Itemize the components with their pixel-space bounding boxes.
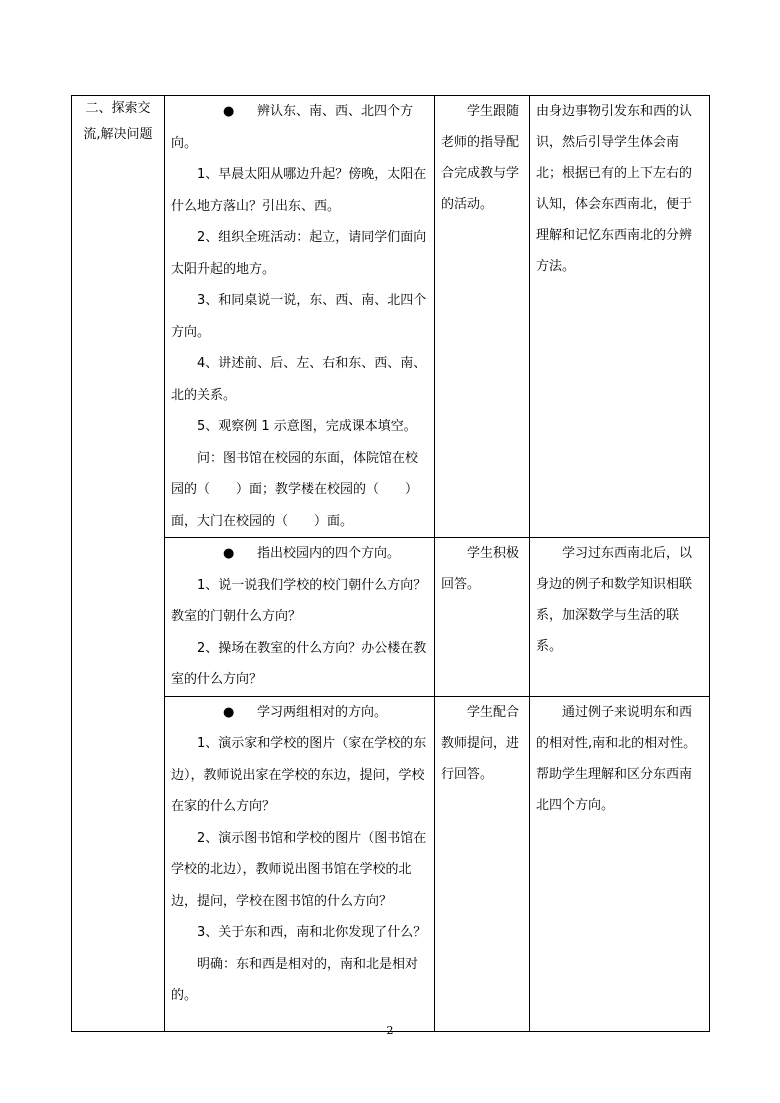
content-line: 1、早晨太阳从哪边升起？傍晚，太阳在什么地方落山？引出东、西。 [171,167,427,214]
stage-cell [72,96,165,1032]
table-row [72,538,710,697]
content-cell [165,696,435,1031]
content-line: 4、讲述前、后、左、右和东、西、南、北的关系。 [171,356,427,403]
content-line: 3、关于东和西，南和北你发现了什么？ [197,925,427,940]
content-cell [165,96,435,538]
section-heading: ● 指出校园内的四个方向。 [171,538,428,570]
content-line: 1、说一说我们学校的校门朝什么方向？教室的门朝什么方向？ [171,577,427,624]
stage-label: 二、探索交流,解决问题 [83,101,153,142]
lesson-plan-table [71,95,710,1032]
student-activity-text: 学生积极回答。 [441,546,520,592]
content-line: 2、操场在教室的什么方向？办公楼在教室的什么方向？ [171,640,427,687]
content-line: 5、观察例 1 示意图，完成课本填空。 [197,419,417,434]
student-activity-cell [435,96,530,538]
content-line: 3、和同桌说一说，东、西、南、北四个方向。 [171,293,427,340]
table-row [72,696,710,1031]
content-line: 问：图书馆在校园的东面，体院馆在校园的（ ）面；教学楼在校园的（ ）面，大门在校园的（ ）面。 [171,450,419,529]
student-activity-text: 学生配合教师提问，进行回答。 [441,704,520,782]
design-intent-text: 学习过东西南北后，以身边的例子和数学知识相联系，加深数学与生活的联系。 [536,546,693,654]
bullet-icon: ● [223,704,235,720]
design-intent-text: 由身边事物引发东和西的认识，然后引导学生体会南北；根据已有的上下左右的认知，体会东西南北，便于理解和记忆东西南北的分辨方法。 [536,104,693,274]
design-intent-cell [530,538,710,697]
section-heading: ● 辨认东、南、西、北四个方向。 [171,96,428,159]
student-activity-cell [435,538,530,697]
student-activity-text: 学生跟随老师的指导配合完成教与学的活动。 [441,104,520,212]
content-line: 2、组织全班活动：起立，请同学们面向太阳升起的地方。 [171,230,427,277]
design-intent-text: 通过例子来说明东和西的相对性,南和北的相对性。帮助学生理解和区分东西南北四个方向。 [536,704,697,813]
table-row [72,96,710,538]
design-intent-cell [530,96,710,538]
content-cell [165,538,435,697]
student-activity-cell [435,696,530,1031]
content-line: 1、演示家和学校的图片（家在学校的东边），教师说出家在学校的东边，提问，学校在家的什么方向？ [171,736,427,814]
page-number: 2 [386,1024,394,1037]
bullet-icon: ● [223,546,235,561]
design-intent-cell [530,696,710,1031]
content-line: 明确：东和西是相对的，南和北是相对的。 [171,956,419,1003]
content-line: 2、演示图书馆和学校的图片（图书馆在学校的北边），教师说出图书馆在学校的北边，提问，学校在图书馆的什么方向？ [171,830,427,909]
section-heading: ● 学习两组相对的方向。 [171,697,428,729]
bullet-icon: ● [223,104,235,119]
